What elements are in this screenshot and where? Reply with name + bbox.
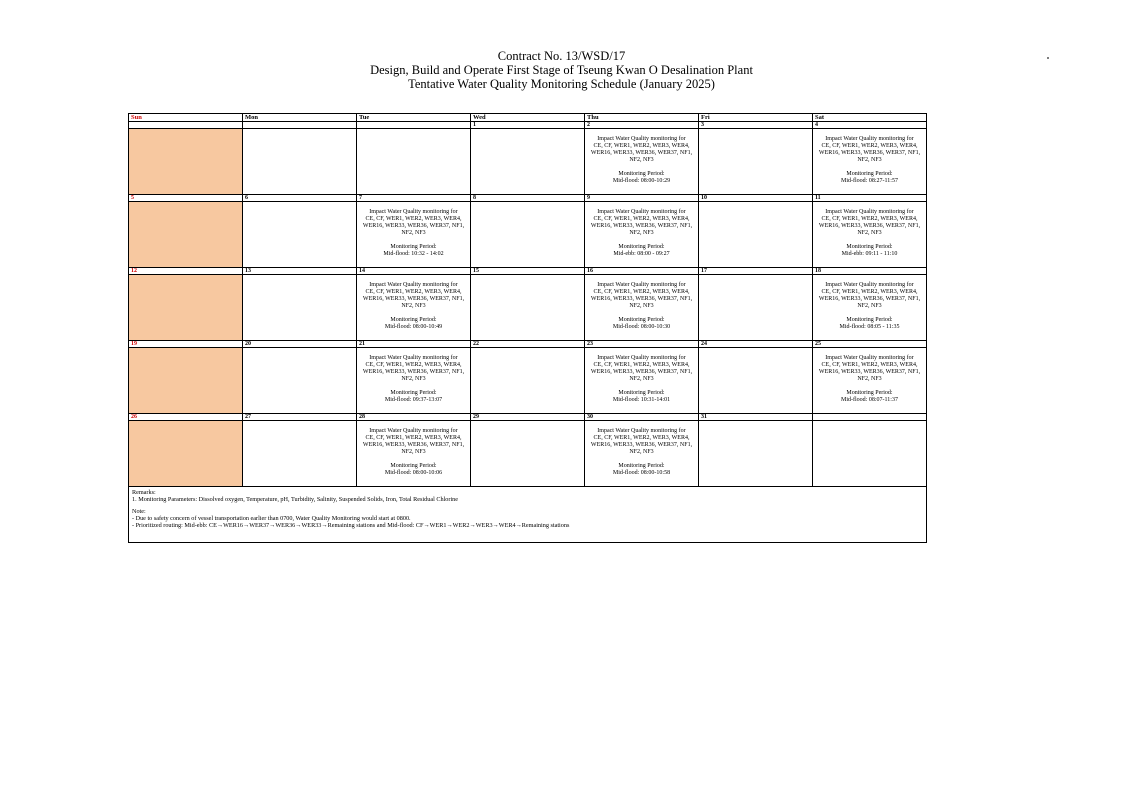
day-cell (813, 348, 926, 414)
date-cell (813, 414, 926, 421)
monitoring-event (357, 348, 470, 404)
day-cell (699, 421, 813, 487)
date-cell: 30 (585, 414, 699, 421)
date-cell: 14 (357, 268, 471, 275)
event-period: Mid-flood: 08:00-10:29 (612, 178, 671, 184)
monitoring-event (813, 348, 926, 404)
remarks-section (129, 487, 926, 542)
day-cell (243, 348, 357, 414)
event-stations: CE, CF, WER1, WER2, WER3, WER4, WER16, WER33, WER36, WER37, NF1, NF2, NF3 (818, 216, 921, 236)
event-title: Impact Water Quality monitoring for (369, 428, 458, 434)
event-stations: CE, CF, WER1, WER2, WER3, WER4, WER16, WER33, WER36, WER37, NF1, NF2, NF3 (362, 435, 465, 455)
date-cell: 4 (813, 122, 926, 129)
date-cell: 13 (243, 268, 357, 275)
day-cell (585, 275, 699, 341)
event-stations: CE, CF, WER1, WER2, WER3, WER4, WER16, WER33, WER36, WER37, NF1, NF2, NF3 (590, 143, 693, 163)
day-cell (471, 202, 585, 268)
event-stations: CE, CF, WER1, WER2, WER3, WER4, WER16, WER33, WER36, WER37, NF1, NF2, NF3 (362, 289, 465, 309)
event-title: Impact Water Quality monitoring for (825, 282, 914, 288)
event-period: Mid-flood: 08:27-11:57 (841, 178, 898, 184)
day-cell (243, 421, 357, 487)
note-item: - Due to safety concern of vessel transportation earlier than 0700, Water Quality Monitoring would start at 0800. (132, 515, 411, 522)
monitoring-event (813, 202, 926, 258)
remarks-heading: Remarks: (132, 489, 156, 496)
date-cell: 1 (471, 122, 585, 129)
event-period-label: Monitoring Period: (390, 463, 437, 469)
sunday-cell (129, 348, 243, 414)
monitoring-event (357, 202, 470, 258)
event-period: Mid-flood: 08:00-10:49 (384, 324, 443, 330)
sunday-cell (129, 129, 243, 195)
day-cell (813, 129, 926, 195)
note-item: - Prioritized routing: Mid-ebb: CE→WER16→WER37→WER36→WER33→Remaining stations and Mid-flood: CF→WER1→WER2→WER3→WER4→Remaining stations (132, 522, 570, 529)
event-title: Impact Water Quality monitoring for (597, 209, 686, 215)
day-cell (699, 275, 813, 341)
event-title: Impact Water Quality monitoring for (369, 209, 458, 215)
monitoring-event (585, 202, 698, 258)
date-row-week2 (129, 195, 926, 202)
event-period: Mid-flood: 09:37-13:07 (384, 397, 443, 403)
date-cell: 24 (699, 341, 813, 348)
date-cell: 31 (699, 414, 813, 421)
day-cell (357, 348, 471, 414)
date-cell: 25 (813, 341, 926, 348)
day-cell (471, 129, 585, 195)
event-stations: CE, CF, WER1, WER2, WER3, WER4, WER16, WER33, WER36, WER37, NF1, NF2, NF3 (362, 362, 465, 382)
event-period-label: Monitoring Period: (846, 171, 893, 177)
event-period-label: Monitoring Period: (618, 317, 665, 323)
monitoring-event (585, 129, 698, 185)
day-cell (357, 202, 471, 268)
monitoring-event (357, 275, 470, 331)
date-cell: 10 (699, 195, 813, 202)
contract-number: Contract No. 13/WSD/17 (497, 49, 626, 63)
date-row-week5 (129, 414, 926, 421)
event-period-label: Monitoring Period: (846, 317, 893, 323)
day-cell (813, 275, 926, 341)
date-cell: 27 (243, 414, 357, 421)
day-cell (471, 348, 585, 414)
date-cell: 8 (471, 195, 585, 202)
event-period: Mid-flood: 08:00-10:06 (384, 470, 443, 476)
event-period: Mid-flood: 10:32 - 14:02 (383, 251, 444, 257)
date-cell: 6 (243, 195, 357, 202)
day-cell (243, 275, 357, 341)
date-cell: 15 (471, 268, 585, 275)
date-cell: 16 (585, 268, 699, 275)
event-period: Mid-flood: 08:07-11:37 (841, 397, 898, 403)
day-header-thu: Thu (585, 114, 699, 122)
content-row-week1 (129, 129, 926, 195)
date-cell: 21 (357, 341, 471, 348)
date-cell: 3 (699, 122, 813, 129)
event-period: Mid-flood: 10:31-14:01 (612, 397, 671, 403)
date-cell (357, 122, 471, 129)
event-title: Impact Water Quality monitoring for (825, 209, 914, 215)
day-header-wed: Wed (471, 114, 585, 122)
event-title: Impact Water Quality monitoring for (369, 355, 458, 361)
date-row-week3 (129, 268, 926, 275)
event-stations: CE, CF, WER1, WER2, WER3, WER4, WER16, WER33, WER36, WER37, NF1, NF2, NF3 (590, 289, 693, 309)
day-cell (471, 421, 585, 487)
day-header-sun: Sun (129, 114, 243, 122)
sunday-cell (129, 275, 243, 341)
event-period: Mid-ebb: 09:11 - 11:10 (841, 251, 898, 257)
day-cell (585, 348, 699, 414)
event-period-label: Monitoring Period: (618, 390, 665, 396)
sunday-cell (129, 421, 243, 487)
project-title: Design, Build and Operate First Stage of Tseung Kwan O Desalination Plant (370, 63, 753, 77)
day-cell (699, 129, 813, 195)
schedule-title: Tentative Water Quality Monitoring Schedule (January 2025) (408, 77, 715, 91)
monitoring-event (585, 421, 698, 477)
content-row-week2 (129, 202, 926, 268)
content-row-week3 (129, 275, 926, 341)
day-cell (357, 129, 471, 195)
event-period: Mid-flood: 08:00-10:58 (612, 470, 671, 476)
date-cell: 5 (129, 195, 243, 202)
day-cell (243, 202, 357, 268)
day-cell (471, 275, 585, 341)
event-title: Impact Water Quality monitoring for (597, 355, 686, 361)
event-period: Mid-flood: 08:05 - 11:35 (839, 324, 900, 330)
date-cell: 11 (813, 195, 926, 202)
date-cell: 26 (129, 414, 243, 421)
date-cell (243, 122, 357, 129)
event-period: Mid-flood: 08:00-10:30 (612, 324, 671, 330)
sunday-cell (129, 202, 243, 268)
day-header-tue: Tue (357, 114, 471, 122)
date-cell: 7 (357, 195, 471, 202)
day-cell (813, 202, 926, 268)
note-heading: Note: (132, 508, 146, 515)
event-title: Impact Water Quality monitoring for (597, 428, 686, 434)
event-period-label: Monitoring Period: (618, 171, 665, 177)
date-cell: 18 (813, 268, 926, 275)
event-stations: CE, CF, WER1, WER2, WER3, WER4, WER16, WER33, WER36, WER37, NF1, NF2, NF3 (818, 143, 921, 163)
date-cell: 20 (243, 341, 357, 348)
event-stations: CE, CF, WER1, WER2, WER3, WER4, WER16, WER33, WER36, WER37, NF1, NF2, NF3 (590, 435, 693, 455)
event-title: Impact Water Quality monitoring for (597, 136, 686, 142)
day-cell (699, 202, 813, 268)
date-cell: 22 (471, 341, 585, 348)
event-period-label: Monitoring Period: (390, 317, 437, 323)
date-cell: 9 (585, 195, 699, 202)
calendar-table (128, 113, 927, 543)
date-cell: 17 (699, 268, 813, 275)
event-stations: CE, CF, WER1, WER2, WER3, WER4, WER16, WER33, WER36, WER37, NF1, NF2, NF3 (362, 216, 465, 236)
date-cell: 2 (585, 122, 699, 129)
event-title: Impact Water Quality monitoring for (825, 136, 914, 142)
day-header-fri: Fri (699, 114, 813, 122)
date-cell: 23 (585, 341, 699, 348)
date-cell: 19 (129, 341, 243, 348)
day-header-sat: Sat (813, 114, 926, 122)
event-stations: CE, CF, WER1, WER2, WER3, WER4, WER16, WER33, WER36, WER37, NF1, NF2, NF3 (818, 362, 921, 382)
day-cell (813, 421, 926, 487)
day-cell (357, 275, 471, 341)
event-period-label: Monitoring Period: (846, 244, 893, 250)
event-period-label: Monitoring Period: (618, 244, 665, 250)
event-stations: CE, CF, WER1, WER2, WER3, WER4, WER16, WER33, WER36, WER37, NF1, NF2, NF3 (590, 216, 693, 236)
title-block (0, 49, 1123, 91)
date-cell: 28 (357, 414, 471, 421)
day-header-row (129, 114, 926, 122)
date-row-week1 (129, 122, 926, 129)
day-cell (243, 129, 357, 195)
day-cell (585, 202, 699, 268)
event-stations: CE, CF, WER1, WER2, WER3, WER4, WER16, WER33, WER36, WER37, NF1, NF2, NF3 (818, 289, 921, 309)
day-cell (699, 348, 813, 414)
date-cell: 12 (129, 268, 243, 275)
event-title: Impact Water Quality monitoring for (369, 282, 458, 288)
day-header-mon: Mon (243, 114, 357, 122)
date-cell: 29 (471, 414, 585, 421)
event-period: Mid-ebb: 08:00 - 09:27 (613, 251, 670, 257)
event-title: Impact Water Quality monitoring for (597, 282, 686, 288)
monitoring-event (813, 129, 926, 185)
monitoring-event (357, 421, 470, 477)
date-cell (129, 122, 243, 129)
day-cell (357, 421, 471, 487)
day-cell (585, 421, 699, 487)
day-cell (585, 129, 699, 195)
content-row-week5 (129, 421, 926, 487)
monitoring-event (813, 275, 926, 331)
event-period-label: Monitoring Period: (390, 244, 437, 250)
monitoring-event (585, 275, 698, 331)
event-stations: CE, CF, WER1, WER2, WER3, WER4, WER16, WER33, WER36, WER37, NF1, NF2, NF3 (590, 362, 693, 382)
event-period-label: Monitoring Period: (390, 390, 437, 396)
event-title: Impact Water Quality monitoring for (825, 355, 914, 361)
event-period-label: Monitoring Period: (618, 463, 665, 469)
content-row-week4 (129, 348, 926, 414)
remarks-item: 1. Monitoring Parameters: Dissolved oxygen, Temperature, pH, Turbidity, Salinity, Suspended Solids, Iron, Total Residual Chlorine (132, 496, 459, 503)
monitoring-event (585, 348, 698, 404)
date-row-week4 (129, 341, 926, 348)
event-period-label: Monitoring Period: (846, 390, 893, 396)
